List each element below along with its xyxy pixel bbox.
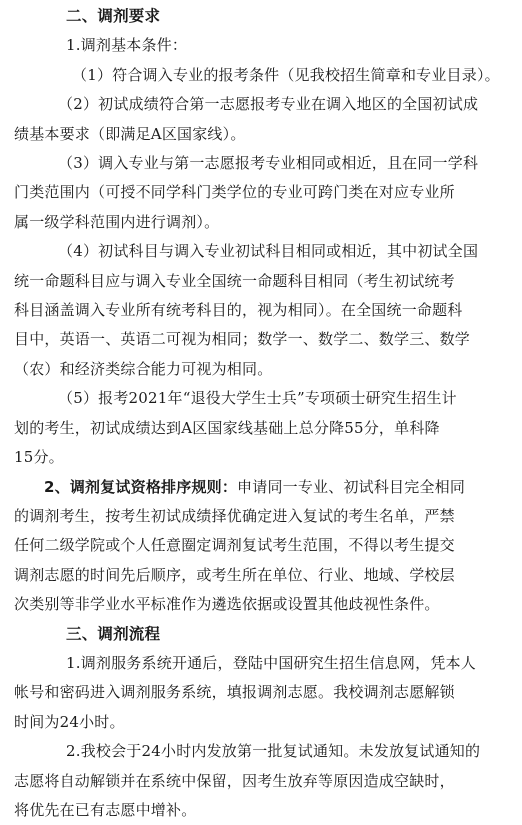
process-step-1-line-2: 帐号和密码进入调剂服务系统，填报调剂志愿。我校调剂志愿解锁 <box>14 683 455 702</box>
condition-5-line-2: 划的考生，初试成绩达到A区国家线基础上总分降55分，单科降 <box>14 418 440 437</box>
condition-4-line-4: 目中，英语一、英语二可视为相同；数学一、数学二、数学三、数学 <box>14 330 471 349</box>
process-step-2-line-2: 志愿将自动解锁并在系统中保留，因考生放弃等原因造成空缺时， <box>14 771 455 790</box>
process-step-2-line-1: 2.我校会于24小时内发放第一批复试通知。未发放复试通知的 <box>66 742 481 761</box>
process-step-1-line-3: 时间为24小时。 <box>14 712 125 731</box>
condition-4-line-2: 统一命题科目应与调入专业全国统一命题科目相同（考生初试统考 <box>14 271 455 290</box>
ranking-rules-line-3: 任何二级学院或个人任意圈定调剂复试考生范围，不得以考生提交 <box>14 536 455 555</box>
condition-2-line-1: （2）初试成绩符合第一志愿报考专业在调入地区的全国初试成 <box>58 95 479 114</box>
ranking-rules-line-1 <box>14 473 508 502</box>
condition-1: （1）符合调入专业的报考条件（见我校招生简章和专业目录）。 <box>72 65 500 84</box>
subheading-basic-conditions: 1.调剂基本条件： <box>66 36 188 55</box>
condition-4-line-1: （4）初试科目与调入专业初试科目相同或相近，其中初试全国 <box>58 242 479 261</box>
condition-5-line-1: （5）报考2021年“退役大学生士兵”专项硕士研究生招生计 <box>58 389 457 408</box>
ranking-rules-line-1-text: 申请同一专业、初试科目完全相同 <box>237 477 466 496</box>
condition-3-line-2: 门类范围内（可授不同学科门类学位的专业可跨门类在对应专业所 <box>14 183 455 202</box>
ranking-rules-line-2: 的调剂考生，按考生初试成绩择优确定进入复试的考生名单，严禁 <box>14 506 455 525</box>
process-step-1-line-1: 1.调剂服务系统开通后，登陆中国研究生招生信息网，凭本人 <box>66 653 476 672</box>
section-heading-requirements: 二、调剂要求 <box>66 7 161 25</box>
condition-3-line-1: （3）调入专业与第一志愿报考专业相同或相近，且在同一学科 <box>58 154 479 173</box>
condition-4-line-5: （农）和经济类综合能力可视为相同。 <box>14 359 273 378</box>
ranking-rules-line-5: 次类别等非学业水平标准作为遴选依据或设置其他歧视性条件。 <box>14 595 440 614</box>
condition-5-line-3: 15分。 <box>14 448 64 467</box>
ranking-rules-heading: 2、调剂复试资格排序规则： <box>44 477 238 496</box>
condition-3-line-3: 属一级学科范围内进行调剂）。 <box>14 212 220 231</box>
condition-2-line-2: 绩基本要求（即满足A区国家线）。 <box>14 124 246 143</box>
section-heading-process: 三、调剂流程 <box>66 624 161 643</box>
ranking-rules-line-4: 调剂志愿的时间先后顺序，或考生所在单位、行业、地域、学校层 <box>14 565 455 584</box>
condition-4-line-3: 科目涵盖调入专业所有统考科目的，视为相同）。在全国统一命题科 <box>14 301 463 320</box>
process-step-2-line-3: 将优先在已有志愿中增补。 <box>14 800 197 819</box>
